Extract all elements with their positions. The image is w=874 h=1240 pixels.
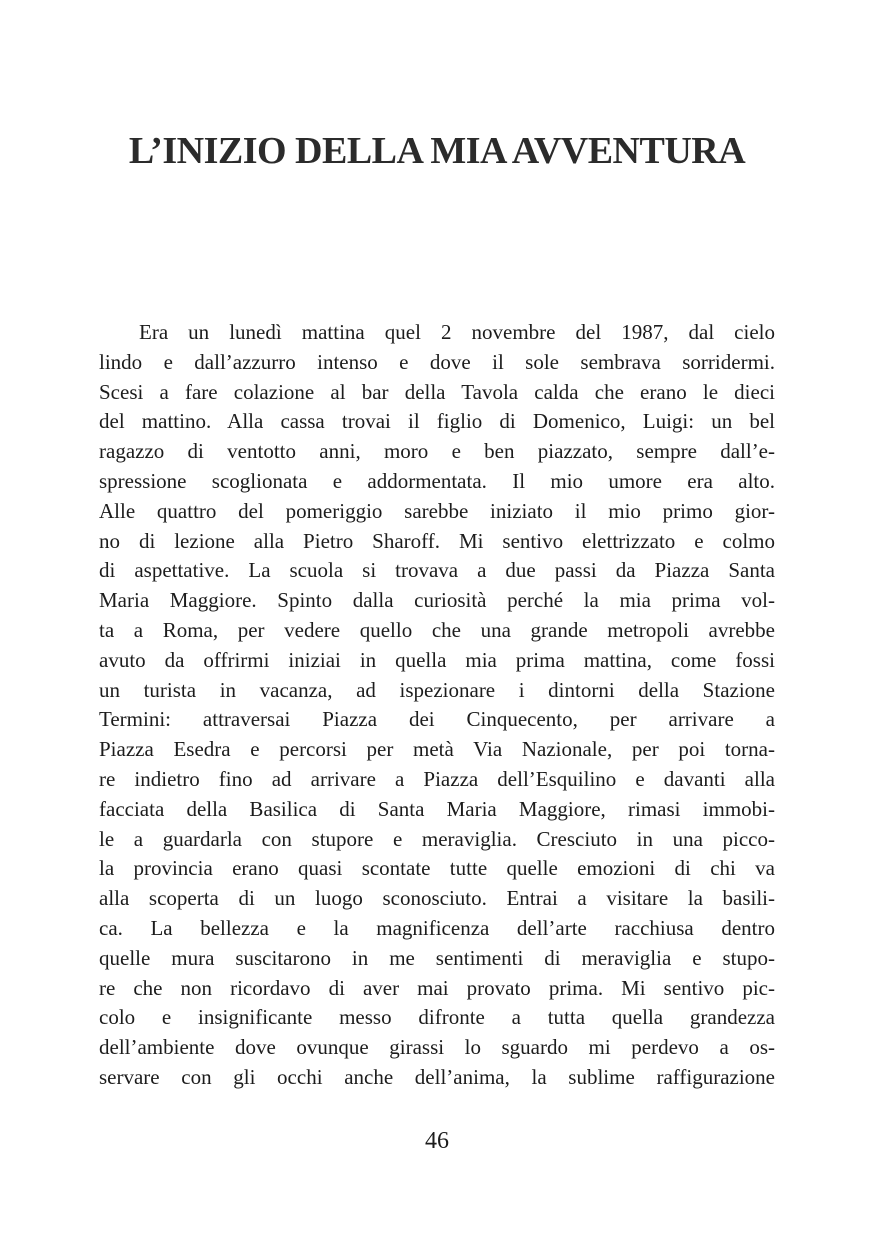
- body-text-line: la provincia erano quasi scontate tutte quelle emozioni di chi va: [99, 856, 775, 881]
- body-text-line: dell’ambiente dove ovunque girassi lo sguardo mi perdevo a os-: [99, 1035, 775, 1060]
- body-text-line: le a guardarla con stupore e meraviglia. Cresciuto in una picco-: [99, 826, 775, 851]
- body-text-line: ragazzo di ventotto anni, moro e ben piazzato, sempre dall’e-: [99, 439, 775, 464]
- body-text-line: Termini: attraversai Piazza dei Cinquecento, per arrivare a: [99, 707, 775, 732]
- body-text-line: avuto da offrirmi iniziai in quella mia prima mattina, come fossi: [99, 647, 775, 672]
- body-text-line: no di lezione alla Pietro Sharoff. Mi sentivo elettrizzato e colmo: [99, 528, 775, 553]
- body-text-line: del mattino. Alla cassa trovai il figlio di Domenico, Luigi: un bel: [99, 409, 775, 434]
- body-text-line: facciata della Basilica di Santa Maria Maggiore, rimasi immobi-: [99, 796, 775, 821]
- body-text-line: quelle mura suscitarono in me sentimenti di meraviglia e stupo-: [99, 945, 775, 970]
- body-text-line: Piazza Esedra e percorsi per metà Via Nazionale, per poi torna-: [99, 737, 775, 762]
- body-text-line: alla scoperta di un luogo sconosciuto. Entrai a visitare la basili-: [99, 886, 775, 911]
- body-text-line: ta a Roma, per vedere quello che una grande metropoli avrebbe: [99, 617, 775, 642]
- body-text-line: re indietro fino ad arrivare a Piazza dell’Esquilino e davanti alla: [99, 766, 775, 791]
- body-text-line: lindo e dall’azzurro intenso e dove il sole sembrava sorridermi.: [99, 349, 775, 374]
- body-text-line: Maria Maggiore. Spinto dalla curiosità perché la mia prima vol-: [99, 588, 775, 613]
- chapter-title: L’INIZIO DELLA MIA AVVENTURA: [128, 130, 746, 172]
- body-text-line: re che non ricordavo di aver mai provato prima. Mi sentivo pic-: [99, 975, 775, 1000]
- body-text-line: Alle quattro del pomeriggio sarebbe iniziato il mio primo gior-: [99, 498, 775, 523]
- body-text-line: Scesi a fare colazione al bar della Tavola calda che erano le dieci: [99, 379, 775, 404]
- body-text-line: spressione scoglionata e addormentata. Il mio umore era alto.: [99, 468, 775, 493]
- body-text-line: di aspettative. La scuola si trovava a due passi da Piazza Santa: [99, 558, 775, 583]
- body-text-line: colo e insignificante messo difronte a tutta quella grandezza: [99, 1005, 775, 1030]
- body-text-line: Era un lunedì mattina quel 2 novembre del 1987, dal cielo: [139, 320, 775, 344]
- body-text-line: un turista in vacanza, ad ispezionare i dintorni della Stazione: [99, 677, 775, 702]
- page-number: 46: [425, 1128, 449, 1154]
- body-text: [99, 318, 775, 1093]
- body-text-line: ca. La bellezza e la magnificenza dell’arte racchiusa dentro: [99, 915, 775, 940]
- body-text-line: servare con gli occhi anche dell’anima, la sublime raffigurazione: [99, 1064, 775, 1089]
